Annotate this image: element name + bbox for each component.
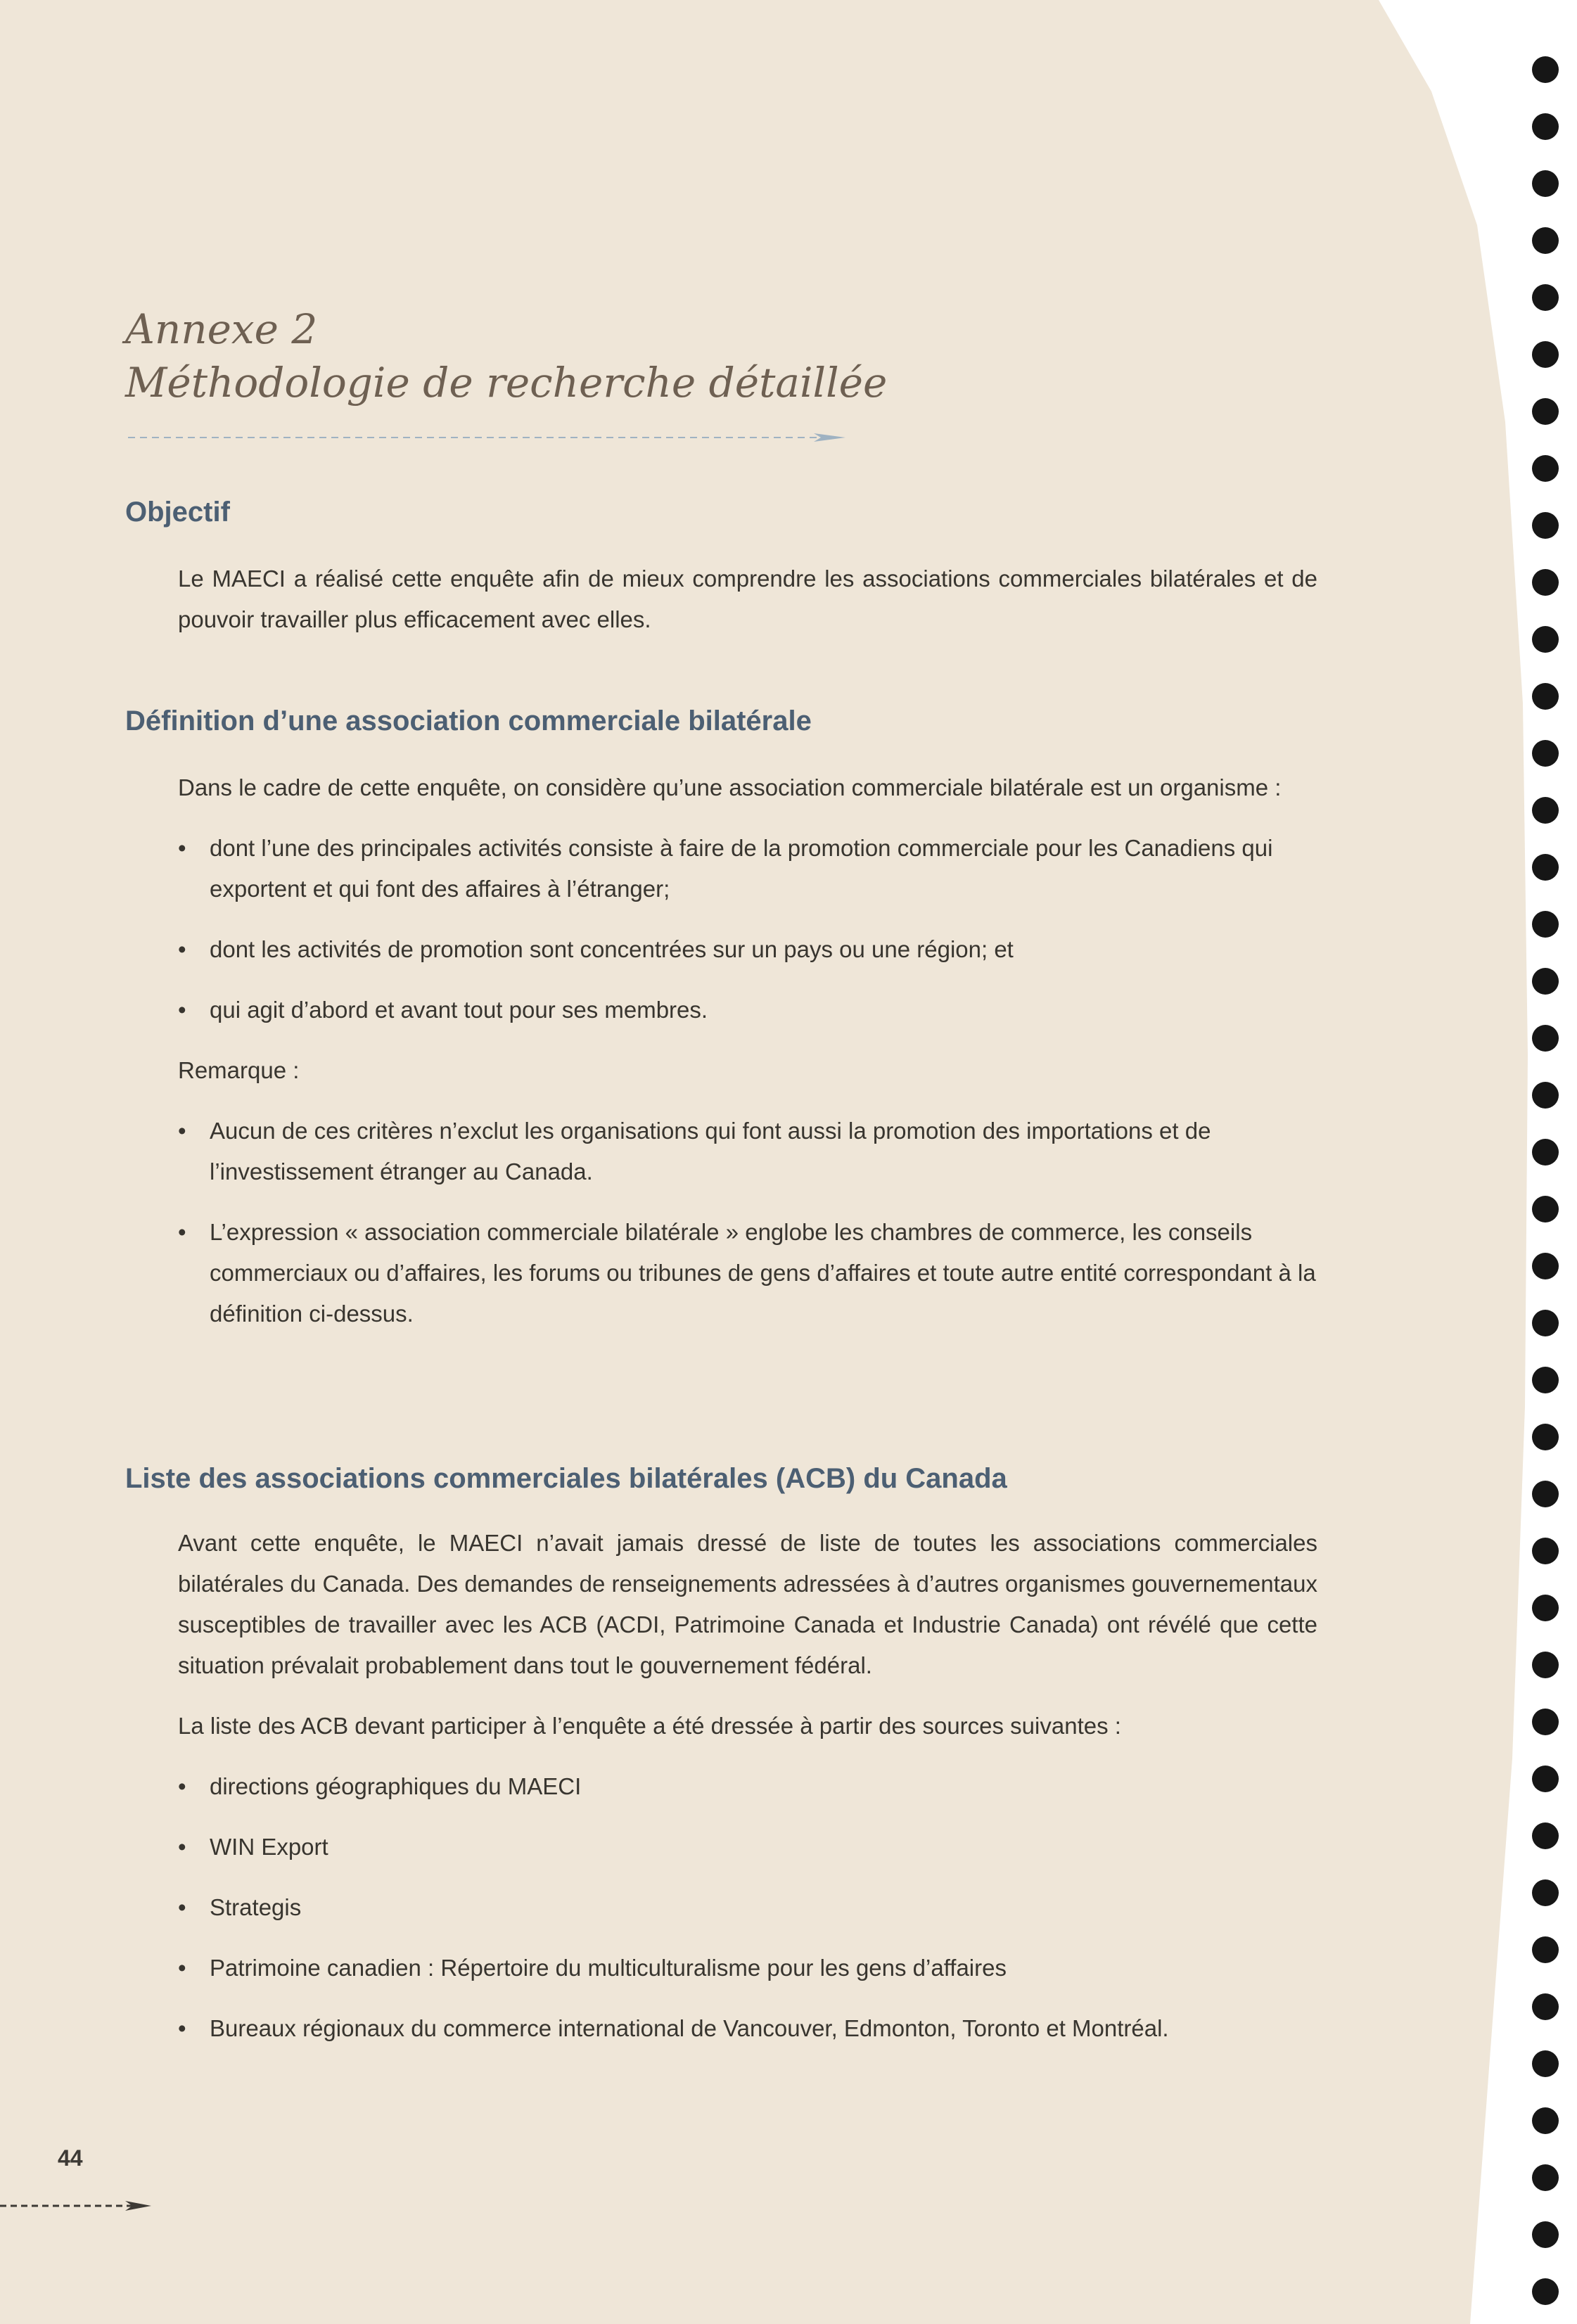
paragraph: Avant cette enquête, le MAECI n’avait jamais dressé de liste de toutes les associations commerciales bilatérales du Canada. Des demandes de renseignements adressées à d’autres organismes gouvernementaux susceptibles de travailler avec les ACB (ACDI, Patrimoine Canada et Industrie Canada) ont révélé que cette situation prévalait probablement dans tout le gouvernement fédéral. <box>178 1530 1317 1678</box>
list-item: • L’expression « association commerciale bilatérale » englobe les chambres de commerce, les conseils commerciaux ou d’affaires, les forums ou tribunes de gens d’affaires et toute autre entité correspondant à la définition ci-dessus. <box>178 1212 1317 1334</box>
annex-label: Annexe 2 <box>125 305 318 353</box>
section-heading-liste-acb: Liste des associations commerciales bilatérales (ACB) du Canada <box>125 1463 1007 1494</box>
annex-title: Méthodologie de recherche détaillée <box>125 359 888 407</box>
section-body-liste-acb <box>178 1523 1317 2069</box>
section-body-definition <box>178 767 1317 1354</box>
dashed-arrow-footer-icon <box>0 2199 155 2213</box>
section-heading-definition: Définition d’une association commerciale bilatérale <box>125 706 812 736</box>
bullet-icon: • <box>178 1834 186 1860</box>
note-list <box>178 1111 1317 1334</box>
list-item: • Strategis <box>178 1887 1317 1928</box>
note-label: Remarque : <box>178 1057 300 1083</box>
criteria-list <box>178 828 1317 1030</box>
list-item: • directions géographiques du MAECI <box>178 1766 1317 1807</box>
section-body-objectif <box>178 558 1317 660</box>
bullet-icon: • <box>178 1894 186 1920</box>
annex-heading <box>125 302 887 409</box>
list-item: • WIN Export <box>178 1827 1317 1868</box>
paragraph: Le MAECI a réalisé cette enquête afin de mieux comprendre les associations commerciales bilatérales et de pouvoir travailler plus efficacement avec elles. <box>178 566 1317 632</box>
section-heading-objectif: Objectif <box>125 497 230 528</box>
dashed-arrow-rule-icon <box>128 430 845 445</box>
bullet-icon: • <box>178 997 186 1023</box>
bullet-icon: • <box>178 936 186 962</box>
bullet-icon: • <box>178 1219 186 1245</box>
paragraph: La liste des ACB devant participer à l’enquête a été dressée à partir des sources suivantes : <box>178 1713 1121 1739</box>
bullet-icon: • <box>178 835 186 861</box>
bullet-icon: • <box>178 1773 186 1799</box>
list-item: • Bureaux régionaux du commerce international de Vancouver, Edmonton, Toronto et Montréal. <box>178 2008 1317 2049</box>
bullet-icon: • <box>178 1955 186 1981</box>
bullet-icon: • <box>178 1118 186 1144</box>
list-item: • Patrimoine canadien : Répertoire du multiculturalisme pour les gens d’affaires <box>178 1948 1317 1988</box>
list-item: • qui agit d’abord et avant tout pour ses membres. <box>178 990 1317 1030</box>
list-item: • Aucun de ces critères n’exclut les organisations qui font aussi la promotion des importations et de l’investissement étranger au Canada. <box>178 1111 1317 1192</box>
paragraph: Dans le cadre de cette enquête, on considère qu’une association commerciale bilatérale est un organisme : <box>178 774 1282 800</box>
bullet-icon: • <box>178 2015 186 2041</box>
sources-list <box>178 1766 1317 2049</box>
page-number: 44 <box>58 2145 83 2171</box>
list-item: • dont l’une des principales activités consiste à faire de la promotion commerciale pour les Canadiens qui exportent et qui font des affaires à l’étranger; <box>178 828 1317 909</box>
list-item: • dont les activités de promotion sont concentrées sur un pays ou une région; et <box>178 929 1317 970</box>
